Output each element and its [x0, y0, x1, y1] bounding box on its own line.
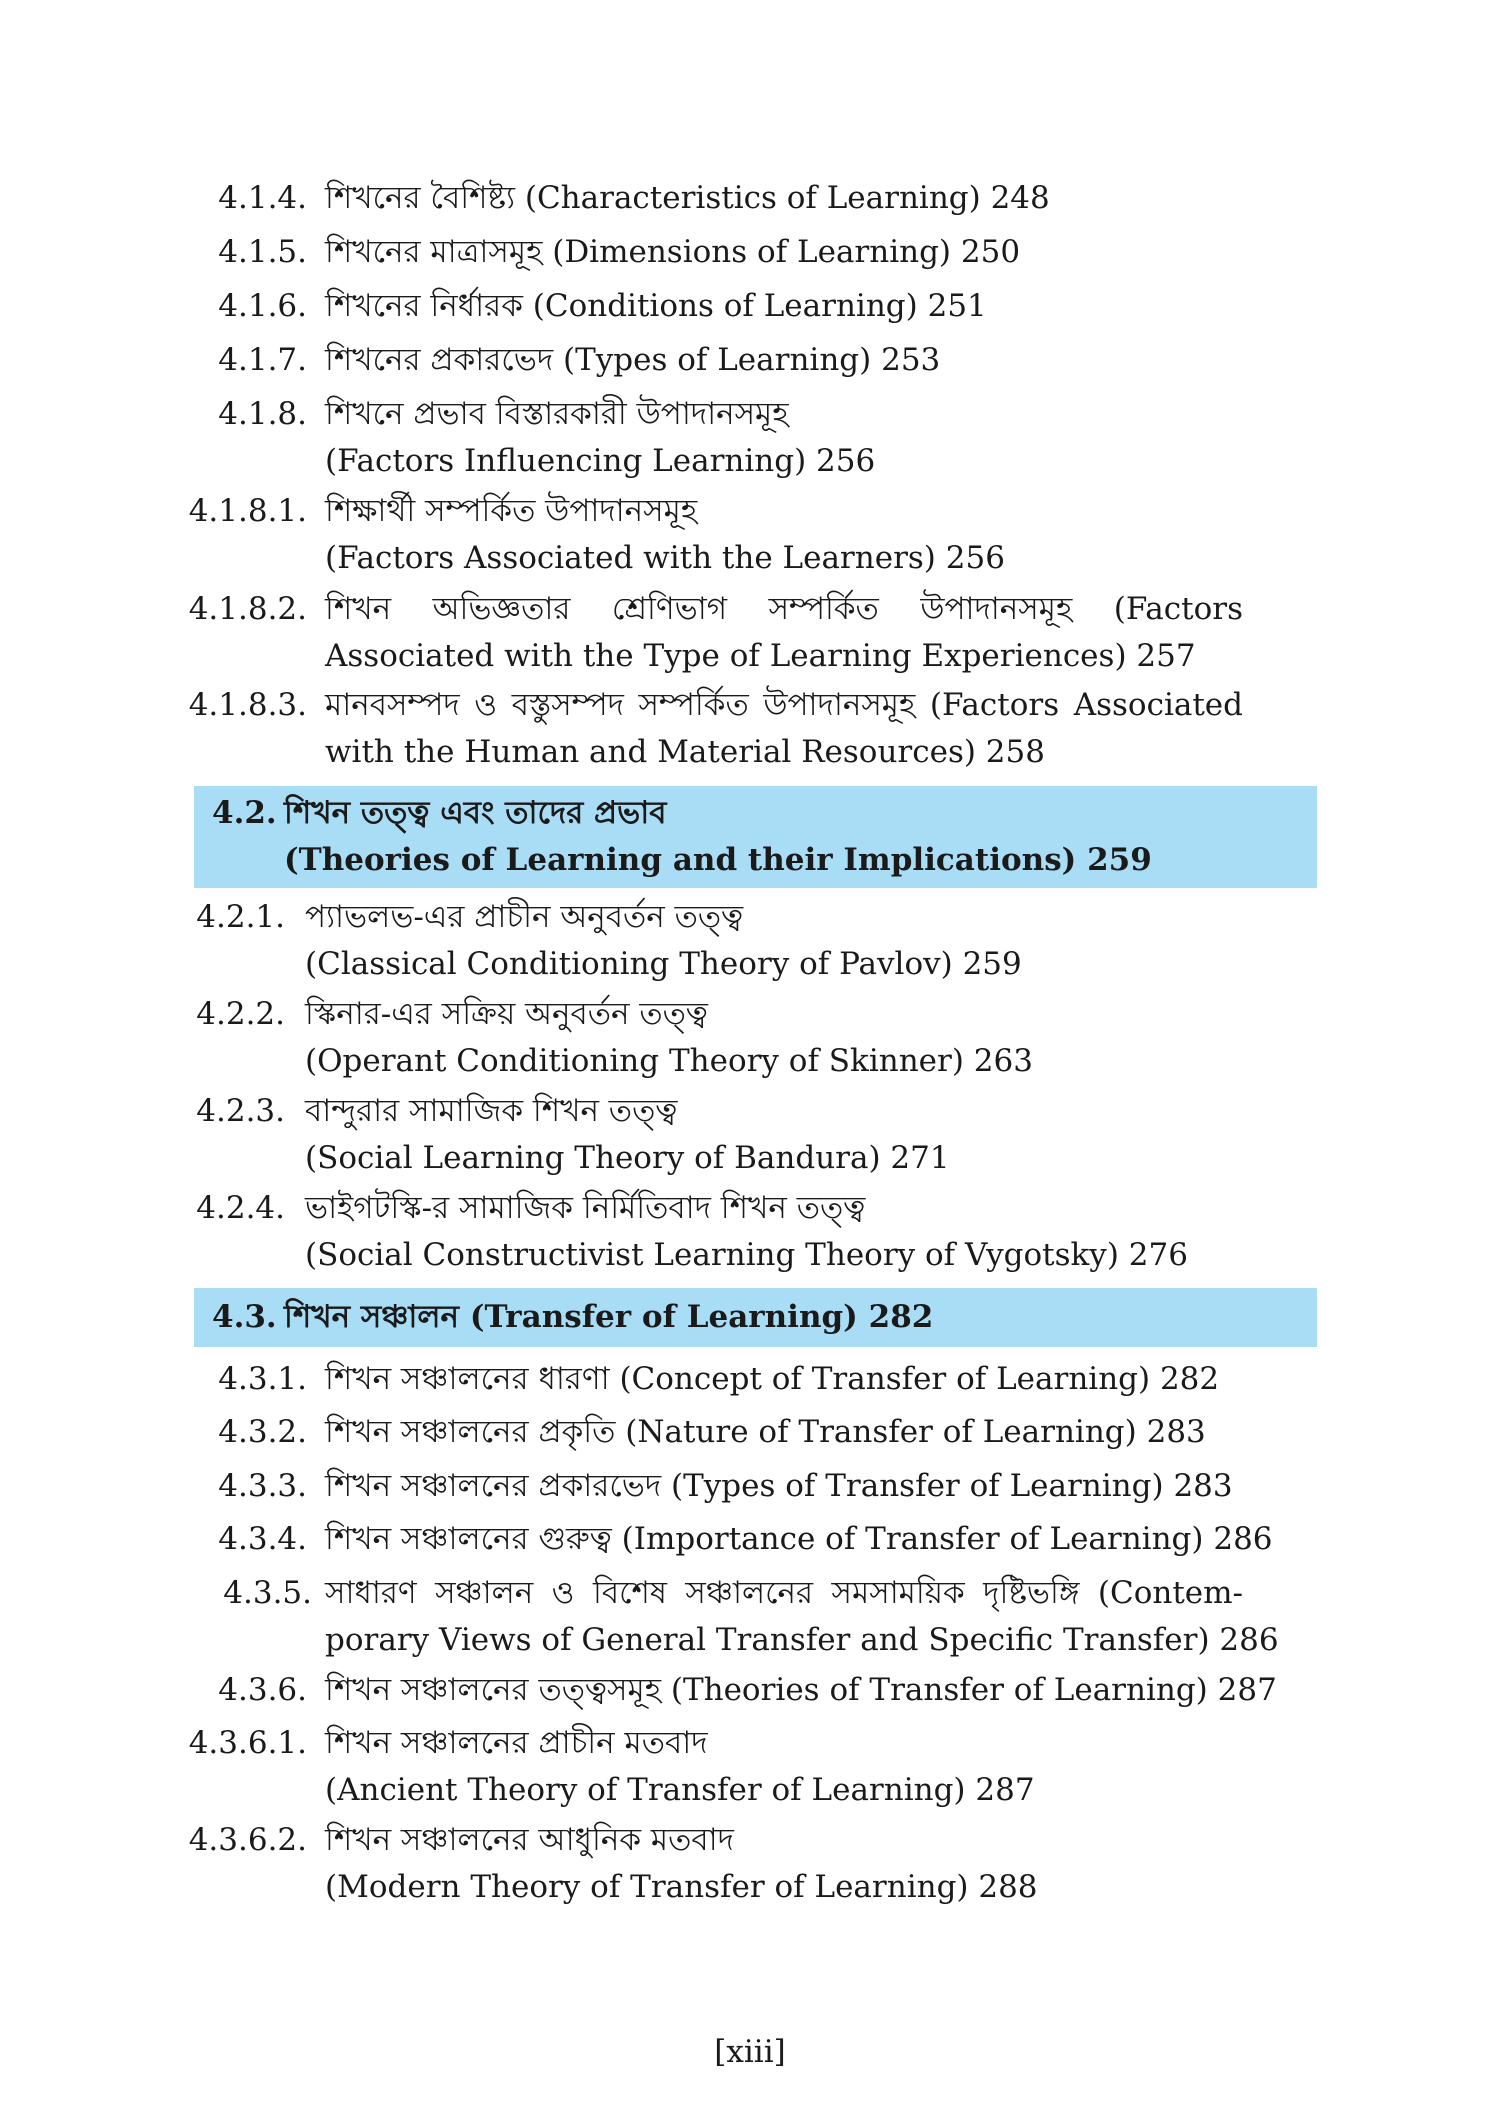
entry-number: 4.1.8.3. — [188, 687, 307, 723]
entry-number: 4.1.8.1. — [188, 493, 307, 529]
entry-title-continued: (Classical Conditioning Theory of Pavlov) 259 — [305, 946, 1022, 982]
section-title: শিখন সঞ্চালন (Transfer of Learning) 282 — [284, 1299, 934, 1335]
page-number: [xiii] — [714, 2034, 786, 2070]
section-number: 4.3. — [212, 1299, 277, 1335]
entry-title: শিখনের প্রকারভেদ (Types of Learning) 253 — [325, 342, 941, 378]
entry-title: ভাইগটস্কি-র সামাজিক নির্মিতিবাদ শিখন তত্ত্ব — [305, 1190, 866, 1226]
entry-number: 4.2.4. — [196, 1190, 285, 1226]
entry-title: বান্দুরার সামাজিক শিখন তত্ত্ব — [305, 1093, 678, 1129]
entry-title-continued: (Ancient Theory of Transfer of Learning) 287 — [325, 1772, 1035, 1808]
section-title-bengali: শিখন তত্ত্ব এবং তাদের প্রভাব — [284, 795, 667, 831]
entry-number: 4.3.4. — [218, 1521, 307, 1557]
entry-title: শিখন সঞ্চালনের ধারণা (Concept of Transfer of Learning) 282 — [325, 1361, 1220, 1397]
entry-number: 4.1.4. — [218, 180, 307, 216]
entry-number: 4.3.6.1. — [188, 1725, 307, 1761]
entry-title: শিখন অভিজ্ঞতার শ্রেণিভাগ সম্পর্কিত উপাদানসমূহ (Factors — [325, 591, 1243, 627]
entry-title: শিখনের বৈশিষ্ট্য (Characteristics of Learning) 248 — [325, 180, 1050, 216]
entry-title: শিখনের নির্ধারক (Conditions of Learning) 251 — [325, 288, 987, 324]
entry-title: শিখন সঞ্চালনের প্রকারভেদ (Types of Transfer of Learning) 283 — [325, 1468, 1233, 1504]
entry-title: শিখন সঞ্চালনের প্রাচীন মতবাদ — [325, 1725, 708, 1761]
entry-title: প্যাভলভ-এর প্রাচীন অনুবর্তন তত্ত্ব — [305, 899, 744, 935]
entry-title: শিখন সঞ্চালনের প্রকৃতি (Nature of Transfer of Learning) 283 — [325, 1414, 1206, 1450]
entry-title: স্কিনার-এর সক্রিয় অনুবর্তন তত্ত্ব — [305, 996, 708, 1032]
entry-title-continued: (Factors Influencing Learning) 256 — [325, 443, 876, 479]
entry-number: 4.1.5. — [218, 234, 307, 270]
section-title-english: (Theories of Learning and their Implications) 259 — [284, 842, 1152, 878]
entry-number: 4.2.2. — [196, 996, 285, 1032]
entry-title: শিখনে প্রভাব বিস্তারকারী উপাদানসমূহ — [325, 396, 789, 432]
entry-title-continued: with the Human and Material Resources) 258 — [325, 734, 1045, 770]
entry-number: 4.1.8.2. — [188, 591, 307, 627]
entry-title-continued: (Factors Associated with the Learners) 256 — [325, 540, 1005, 576]
entry-title-continued: Associated with the Type of Learning Experiences) 257 — [325, 638, 1196, 674]
entry-title: মানবসম্পদ ও বস্তুসম্পদ সম্পর্কিত উপাদানসমূহ (Factors Associated — [325, 687, 1243, 723]
entry-title-continued: porary Views of General Transfer and Specific Transfer) 286 — [325, 1622, 1279, 1658]
entry-title: শিখন সঞ্চালনের গুরুত্ব (Importance of Transfer of Learning) 286 — [325, 1521, 1273, 1557]
section-heading-4-3[interactable] — [194, 1288, 1317, 1347]
section-number: 4.2. — [212, 795, 277, 831]
entry-number: 4.2.3. — [196, 1093, 285, 1129]
entry-title-continued: (Social Constructivist Learning Theory of Vygotsky) 276 — [305, 1237, 1188, 1273]
entry-title: শিক্ষার্থী সম্পর্কিত উপাদানসমূহ — [325, 493, 698, 529]
entry-number: 4.1.7. — [218, 342, 307, 378]
section-heading-4-2[interactable] — [194, 786, 1317, 888]
entry-title: শিখন সঞ্চালনের আধুনিক মতবাদ — [325, 1822, 734, 1858]
entry-number: 4.2.1. — [196, 899, 285, 935]
entry-number: 4.3.3. — [218, 1468, 307, 1504]
entry-title-continued: (Modern Theory of Transfer of Learning) 288 — [325, 1869, 1038, 1905]
entry-number: 4.3.2. — [218, 1414, 307, 1450]
entry-number: 4.3.6. — [218, 1672, 307, 1708]
entry-number: 4.1.6. — [218, 288, 307, 324]
entry-title: শিখনের মাত্রাসমূহ (Dimensions of Learning) 250 — [325, 234, 1021, 270]
entry-number: 4.1.8. — [218, 396, 307, 432]
entry-title-continued: (Social Learning Theory of Bandura) 271 — [305, 1140, 950, 1176]
entry-title-continued: (Operant Conditioning Theory of Skinner) 263 — [305, 1043, 1033, 1079]
entry-number: 4.3.6.2. — [188, 1822, 307, 1858]
entry-title: শিখন সঞ্চালনের তত্ত্বসমূহ (Theories of Transfer of Learning) 287 — [325, 1672, 1277, 1708]
entry-number: 4.3.5. — [223, 1575, 312, 1611]
entry-number: 4.3.1. — [218, 1361, 307, 1397]
entry-title: সাধারণ সঞ্চালন ও বিশেষ সঞ্চালনের সমসাময়িক দৃষ্টিভঙ্গি (Contem- — [325, 1575, 1243, 1611]
